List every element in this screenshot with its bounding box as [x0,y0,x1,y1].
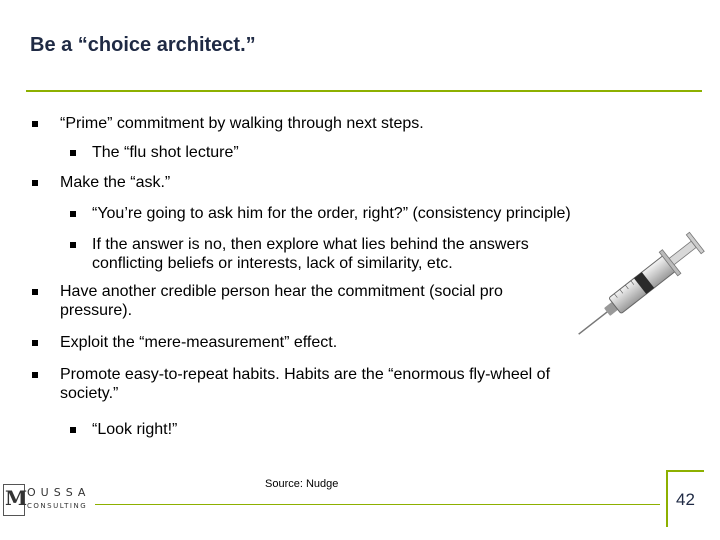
bullet-square-icon [32,289,38,295]
title-divider [26,90,702,92]
bullet-text: Exploit the “mere-measurement” effect. [60,334,338,351]
logo-subtitle: CONSULTING [27,502,88,510]
source-caption: Source: Nudge [265,478,339,490]
bullet-text-line2: pressure). [60,302,133,319]
bullet-text-line1: Promote easy-to-repeat habits. Habits are the “enormous fly-wheel of [60,366,551,383]
bullet-text-line1: If the answer is no, then explore what lies behind the answers [92,236,529,253]
bullet-text: Make the “ask.” [60,174,171,191]
bullet-text: The “flu shot lecture” [92,144,239,161]
bullet-square-icon [32,121,38,127]
bullet-square-icon [70,427,76,433]
bullet-square-icon [70,211,76,217]
bullet-text-line2: conflicting beliefs or interests, lack of similarity, etc. [92,255,453,272]
bullet-square-icon [32,372,38,378]
logo-wordmark: OUSSA [27,486,91,499]
footer-divider [95,504,660,505]
bullet-text: “Prime” commitment by walking through next steps. [60,115,424,132]
bullet-text: “Look right!” [92,421,178,438]
bullet-square-icon [70,150,76,156]
bullet-square-icon [70,242,76,248]
syringe-image [568,222,720,338]
moussa-consulting-logo [3,484,91,516]
slide-title: Be a “choice architect.” [30,34,256,56]
bullet-square-icon [32,340,38,346]
logo-letter: M [5,486,28,510]
bullet-text-line1: Have another credible person hear the commitment (social pro [60,283,503,300]
page-number: 42 [676,490,695,509]
bullet-square-icon [32,180,38,186]
bullet-text-line2: society.” [60,385,119,402]
bullet-text: “You’re going to ask him for the order, right?” (consistency principle) [92,205,571,222]
